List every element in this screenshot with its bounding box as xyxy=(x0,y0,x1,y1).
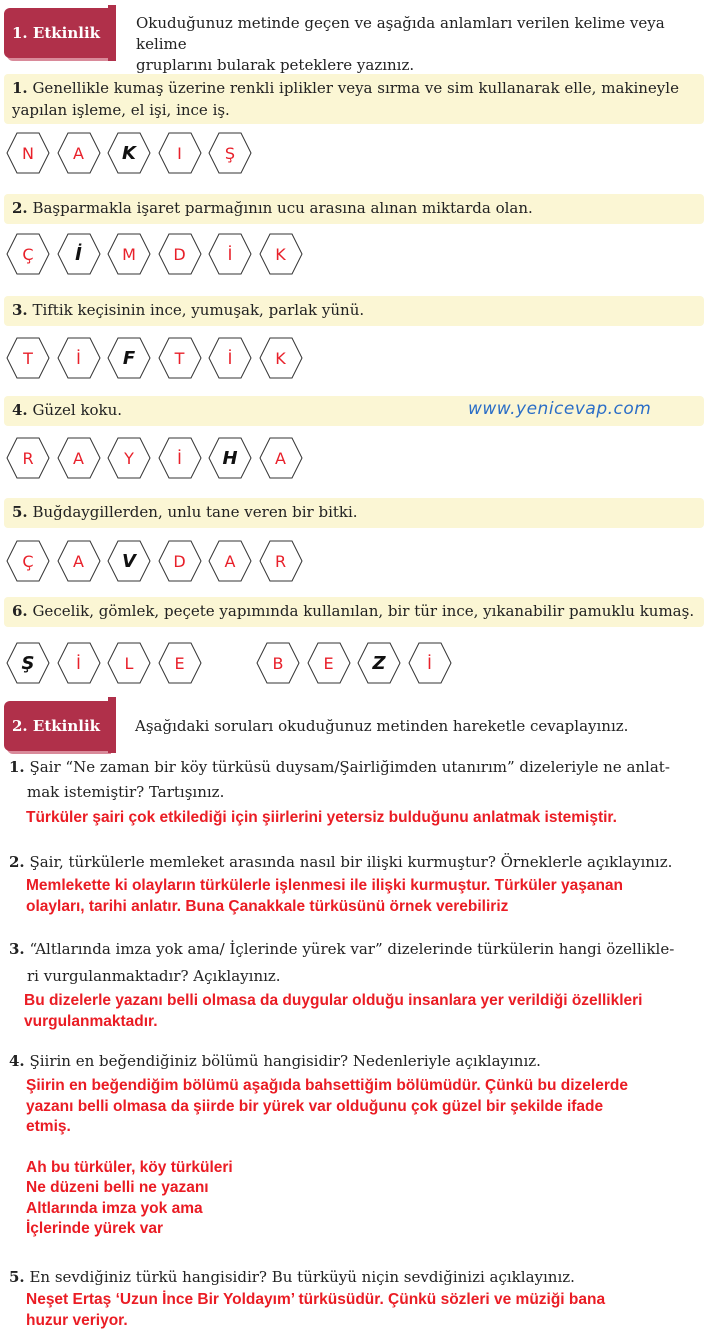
s2-answer-2-line1: Memlekette ki olayların türkülerle işlenmesi ile ilişki kurmuştur. Türküler yaşanan xyxy=(26,877,623,894)
hex-letter: İ xyxy=(75,243,82,265)
hex-letter: Ş xyxy=(224,143,236,163)
s2-answer-4 xyxy=(26,1076,628,1240)
hex-cell xyxy=(57,132,101,174)
hex-cell xyxy=(57,233,101,275)
hex-letter: M xyxy=(122,244,136,264)
hex-letter: İ xyxy=(227,244,233,264)
question-3-text: Tiftik keçisinin ince, yumuşak, parlak yünü. xyxy=(32,301,365,319)
s2-question-3 xyxy=(9,938,674,987)
hex-letter: A xyxy=(224,551,236,571)
hex-cell xyxy=(259,437,303,479)
hex-letter: D xyxy=(173,244,186,264)
hex-letter: A xyxy=(73,143,84,163)
hex-cell xyxy=(158,132,202,174)
hex-cell xyxy=(107,132,151,174)
s2-question-4 xyxy=(9,1050,541,1072)
hex-letter: Ç xyxy=(22,551,34,571)
s2-answer-5-line2: huzur veriyor. xyxy=(26,1311,128,1329)
activity-1-intro xyxy=(136,13,705,76)
hex-letter: Z xyxy=(372,652,386,674)
question-6-number: 6. xyxy=(12,602,28,620)
s2-answer-5-line1: Neşet Ertaş ‘Uzun İnce Bir Yoldayım’ türküsüdür. Çünkü sözleri ve müziği bana xyxy=(26,1291,606,1308)
hex-cell xyxy=(208,233,252,275)
hex-letter: K xyxy=(275,244,286,264)
question-4-number: 4. xyxy=(12,401,28,419)
question-6 xyxy=(4,597,704,627)
hex-cell xyxy=(208,437,252,479)
hex-letter: R xyxy=(274,551,287,571)
hex-letter: D xyxy=(173,551,186,571)
s2-question-5 xyxy=(9,1266,575,1288)
s2-question-2-number: 2. xyxy=(9,853,25,871)
hex-cell xyxy=(158,642,202,684)
hex-letter: Ş xyxy=(21,652,35,674)
question-1-text: Genellikle kumaş üzerine renkli iplikler veya sırma ve sim kullanarak elle, makineyle xyxy=(32,79,679,97)
hex-cell xyxy=(6,132,50,174)
hex-cell xyxy=(57,337,101,379)
hex-cell xyxy=(57,540,101,582)
question-6-text: Gecelik, gömlek, peçete yapımında kullanılan, bir tür ince, yıkanabilir pamuklu kumaş. xyxy=(32,602,695,620)
hex-cell xyxy=(259,540,303,582)
hex-cell xyxy=(107,540,151,582)
s2-question-1-number: 1. xyxy=(9,758,25,776)
activity-1-intro-line2: gruplarını bularak peteklere yazınız. xyxy=(136,56,415,74)
hex-cell xyxy=(158,233,202,275)
s2-answer-5 xyxy=(26,1290,605,1331)
hex-letter: İ xyxy=(76,653,81,673)
s2-answer-2-line2: olayları, tarihi anlatır. Buna Çanakkale türküsünü örnek verebiliriz xyxy=(26,897,509,915)
hex-cell xyxy=(208,132,252,174)
question-1-number: 1. xyxy=(12,79,28,97)
hex-letter: E xyxy=(323,653,334,673)
hex-letter: İ xyxy=(177,448,182,468)
hex-letter: A xyxy=(275,448,286,468)
hex-letter: K xyxy=(122,142,136,164)
activity-1-badge xyxy=(4,8,108,58)
s2-answer-4-line3: etmiş. xyxy=(26,1118,71,1135)
hex-cell xyxy=(57,437,101,479)
s2-question-5-number: 5. xyxy=(9,1268,25,1286)
hex-cell xyxy=(158,540,202,582)
s2-answer-3-line2: vurgulanmaktadır. xyxy=(24,1012,158,1030)
hex-cell xyxy=(408,642,452,684)
hex-letter: K xyxy=(275,348,286,368)
activity-2-badge-label: 2. Etkinlik xyxy=(12,717,101,735)
hex-letter: B xyxy=(272,653,284,673)
hex-letter: Ç xyxy=(22,244,34,264)
hex-cell xyxy=(6,437,50,479)
hex-letter: İ xyxy=(76,348,81,368)
hex-letter: E xyxy=(174,653,185,673)
hex-cell xyxy=(158,437,202,479)
hex-letter: A xyxy=(73,551,84,571)
s2-question-2-line1: Şair, türkülerle memleket arasında nasıl bir ilişki kurmuştur? Örneklerle açıklayınız. xyxy=(29,853,673,871)
s2-answer-4-verse2: Ne düzeni belli ne yazanı xyxy=(26,1179,209,1196)
s2-question-4-line1: Şiirin en beğendiğiniz bölümü hangisidir? Nedenleriyle açıklayınız. xyxy=(29,1052,541,1070)
hex-letter: İ xyxy=(427,653,432,673)
s2-question-3-line2: ri vurgulanmaktadır? Açıklayınız. xyxy=(27,967,281,985)
hex-cell xyxy=(6,540,50,582)
s2-answer-4-verse3: Altlarında imza yok ama xyxy=(26,1199,203,1217)
hex-letter: T xyxy=(23,348,33,368)
hex-cell xyxy=(107,642,151,684)
hex-cell xyxy=(6,337,50,379)
question-5 xyxy=(4,498,704,528)
s2-answer-1-line1: Türküler şairi çok etkilediği için şiirlerini yetersiz bulduğunu anlatmak istemiştir. xyxy=(26,809,617,826)
s2-question-5-line1: En sevdiğiniz türkü hangisidir? Bu türküyü niçin sevdiğinizi açıklayınız. xyxy=(29,1268,575,1286)
hex-cell xyxy=(357,642,401,684)
activity-1-badge-label: 1. Etkinlik xyxy=(12,24,101,42)
activity-1-intro-line1: Okuduğunuz metinde geçen ve aşağıda anlamları verilen kelime veya kelime xyxy=(136,14,665,53)
hex-cell xyxy=(107,233,151,275)
hex-letter: V xyxy=(122,550,136,572)
hex-cell xyxy=(208,540,252,582)
s2-answer-4-verse4: İçlerinde yürek var xyxy=(26,1220,163,1237)
s2-answer-4-spacer xyxy=(26,1138,628,1158)
activity-2-badge xyxy=(4,701,108,751)
hex-letter: L xyxy=(124,653,134,673)
hex-cell xyxy=(259,233,303,275)
question-3-number: 3. xyxy=(12,301,28,319)
s2-answer-3-line1: Bu dizelerle yazanı belli olmasa da duygular olduğu insanlara yer verildiği özellikleri xyxy=(24,992,643,1009)
hex-cell xyxy=(6,233,50,275)
hex-cell xyxy=(6,642,50,684)
s2-question-1 xyxy=(9,756,670,803)
hex-letter: R xyxy=(22,448,34,468)
hex-cell xyxy=(158,337,202,379)
s2-answer-4-verse1: Ah bu türküler, köy türküleri xyxy=(26,1158,233,1176)
activity-1-badge-tab xyxy=(108,5,116,61)
question-3 xyxy=(4,296,704,326)
hex-cell xyxy=(107,437,151,479)
hex-cell xyxy=(107,337,151,379)
s2-question-3-number: 3. xyxy=(9,940,25,958)
s2-question-3-line1: “Altlarında imza yok ama/ İçlerinde yürek var” dizelerinde türkülerin hangi özellikle- xyxy=(29,940,675,958)
s2-question-1-line2: mak istemiştir? Tartışınız. xyxy=(27,783,225,801)
hex-cell xyxy=(208,337,252,379)
hex-letter: Y xyxy=(124,448,134,468)
hex-letter: I xyxy=(177,143,182,163)
question-5-number: 5. xyxy=(12,503,28,521)
question-2-number: 2. xyxy=(12,199,28,217)
s2-question-1-line1: Şair “Ne zaman bir köy türküsü duysam/Şairliğimden utanırım” dizeleriyle ne anlat- xyxy=(29,758,670,776)
hex-cell xyxy=(57,642,101,684)
s2-answer-1 xyxy=(26,808,617,829)
hex-letter: H xyxy=(222,447,238,469)
hex-cell xyxy=(256,642,300,684)
hex-letter: A xyxy=(73,448,84,468)
hex-letter: N xyxy=(22,143,34,163)
hex-letter: T xyxy=(174,348,185,368)
question-1-text-line2: yapılan işleme, el işi, ince iş. xyxy=(12,101,230,119)
question-1 xyxy=(4,74,704,124)
s2-answer-4-line2: yazanı belli olmasa da şiirde bir yürek var olduğunu çok güzel bir şekilde ifade xyxy=(26,1097,604,1115)
question-5-text: Buğdaygillerden, unlu tane veren bir bitki. xyxy=(32,503,358,521)
activity-2-badge-tab xyxy=(108,697,116,753)
s2-answer-3 xyxy=(24,991,642,1032)
s2-question-2 xyxy=(9,851,672,873)
question-2 xyxy=(4,194,704,224)
hex-letter: F xyxy=(122,347,136,369)
hex-cell xyxy=(307,642,351,684)
s2-question-4-number: 4. xyxy=(9,1052,25,1070)
s2-answer-4-line1: Şiirin en beğendiğim bölümü aşağıda bahsettiğim bölümüdür. Çünkü bu dizelerde xyxy=(26,1077,628,1094)
question-2-text: Başparmakla işaret parmağının ucu arasına alınan miktarda olan. xyxy=(32,199,533,217)
hex-cell xyxy=(259,337,303,379)
s2-answer-2 xyxy=(26,876,623,917)
watermark-text: www.yenicevap.com xyxy=(468,399,652,419)
activity-2-intro: Aşağıdaki soruları okuduğunuz metinden hareketle cevaplayınız. xyxy=(135,717,629,735)
question-4-text: Güzel koku. xyxy=(32,401,123,419)
hex-letter: İ xyxy=(227,348,233,368)
